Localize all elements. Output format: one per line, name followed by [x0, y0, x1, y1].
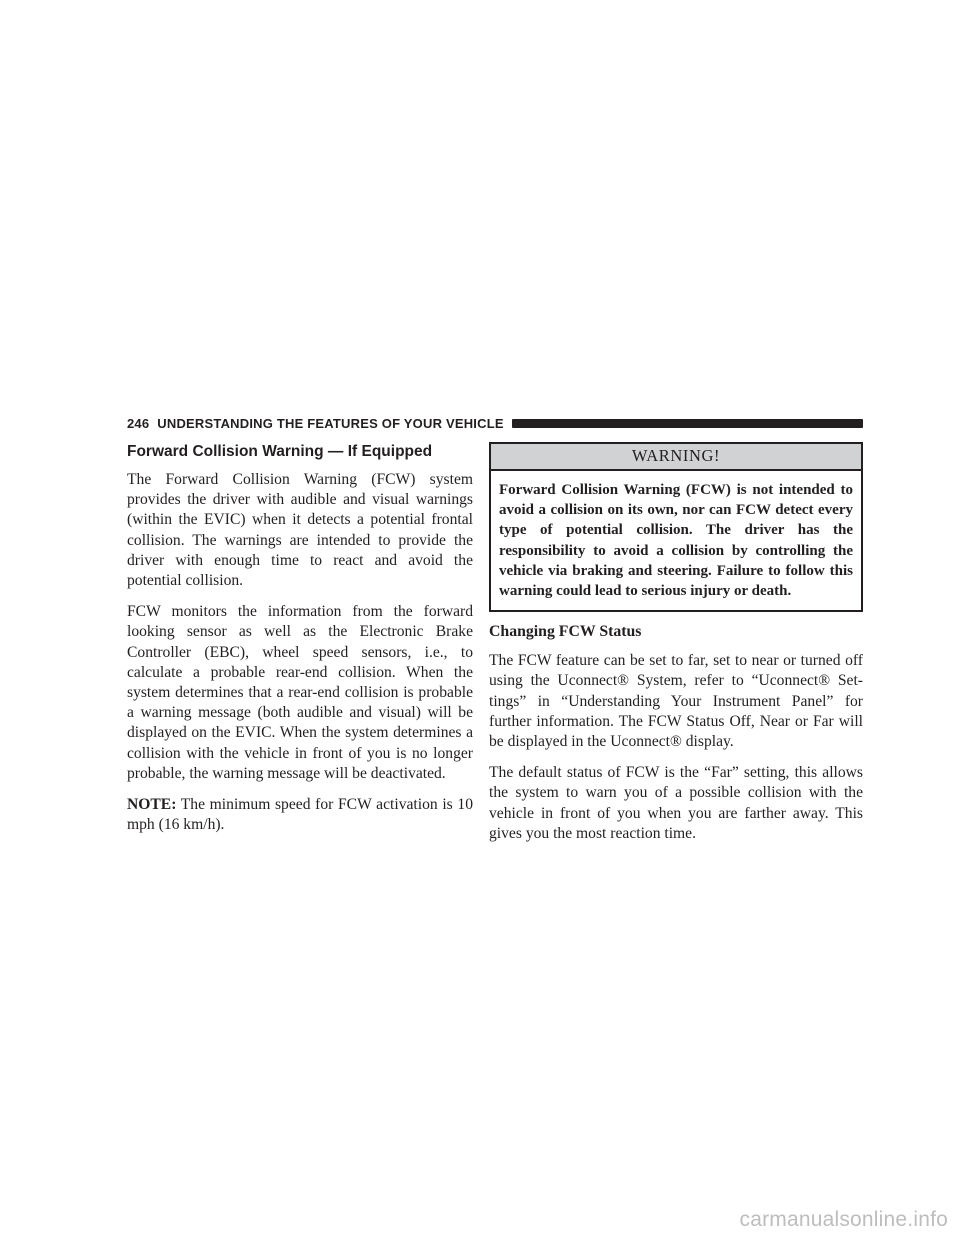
page-number: 246: [127, 415, 150, 431]
fcw-default-paragraph: The default status of FCW is the “Far” setting, this allows the system to warn you of a possible collision with the vehicle in front of you when you are farther away. This gives you the most reaction time.: [489, 764, 863, 842]
header-rule: [512, 419, 863, 428]
warning-title: WARNING!: [491, 444, 861, 471]
right-column: [489, 442, 863, 855]
page-header: [127, 414, 863, 432]
watermark: carmanualsonline.info: [739, 1208, 948, 1231]
note-paragraph: [127, 795, 473, 835]
section-title: UNDERSTANDING THE FEATURES OF YOUR VEHICLE: [157, 415, 504, 431]
fcw-settings-paragraph: The FCW feature can be set to far, set to near or turned off using the Uconnect® System, refer to “Uconnect® Set- tings” in “Understanding Your Instrument Panel” for further information. The FCW Status Off, Near or Far will be displayed in the Uconnect® display.: [489, 652, 863, 751]
note-label: NOTE:: [127, 796, 177, 814]
left-column: [127, 442, 473, 846]
warning-text: Forward Collision Warning (FCW) is not intended to avoid a collision on its own, nor can FCW detect every type of potential collision. The driver has the responsibility to avoid a collision by controlling the vehicle via braking and steering. Failure to follow this warning could lead to serious injury or death.: [499, 482, 853, 600]
note-text: The minimum speed for FCW activation is 10 mph (16 km/h).: [127, 796, 473, 834]
changing-fcw-status-heading: Changing FCW Status: [489, 623, 642, 641]
fcw-monitoring-paragraph: FCW monitors the information from the forward looking sensor as well as the Electronic Brake Controller (EBC), wheel speed sensors, i.e., to calculate a probable rear-end collision. When the system determines that a rear-end collision is probable a warning message (both audible and visual) will be displayed on the EVIC. When the system determines a collision with the vehicle in front of you is no longer probable, the warning message will be deactivated.: [127, 603, 473, 782]
warning-box: [489, 442, 863, 612]
fcw-intro-paragraph: The Forward Collision Warning (FCW) system provides the driver with audible and visual warnings (within the EVIC) when it detects a potential frontal collision. The warnings are intended to provide the driver with enough time to react and avoid the potential collision.: [127, 471, 473, 590]
fcw-heading: Forward Collision Warning — If Equipped: [127, 443, 433, 460]
